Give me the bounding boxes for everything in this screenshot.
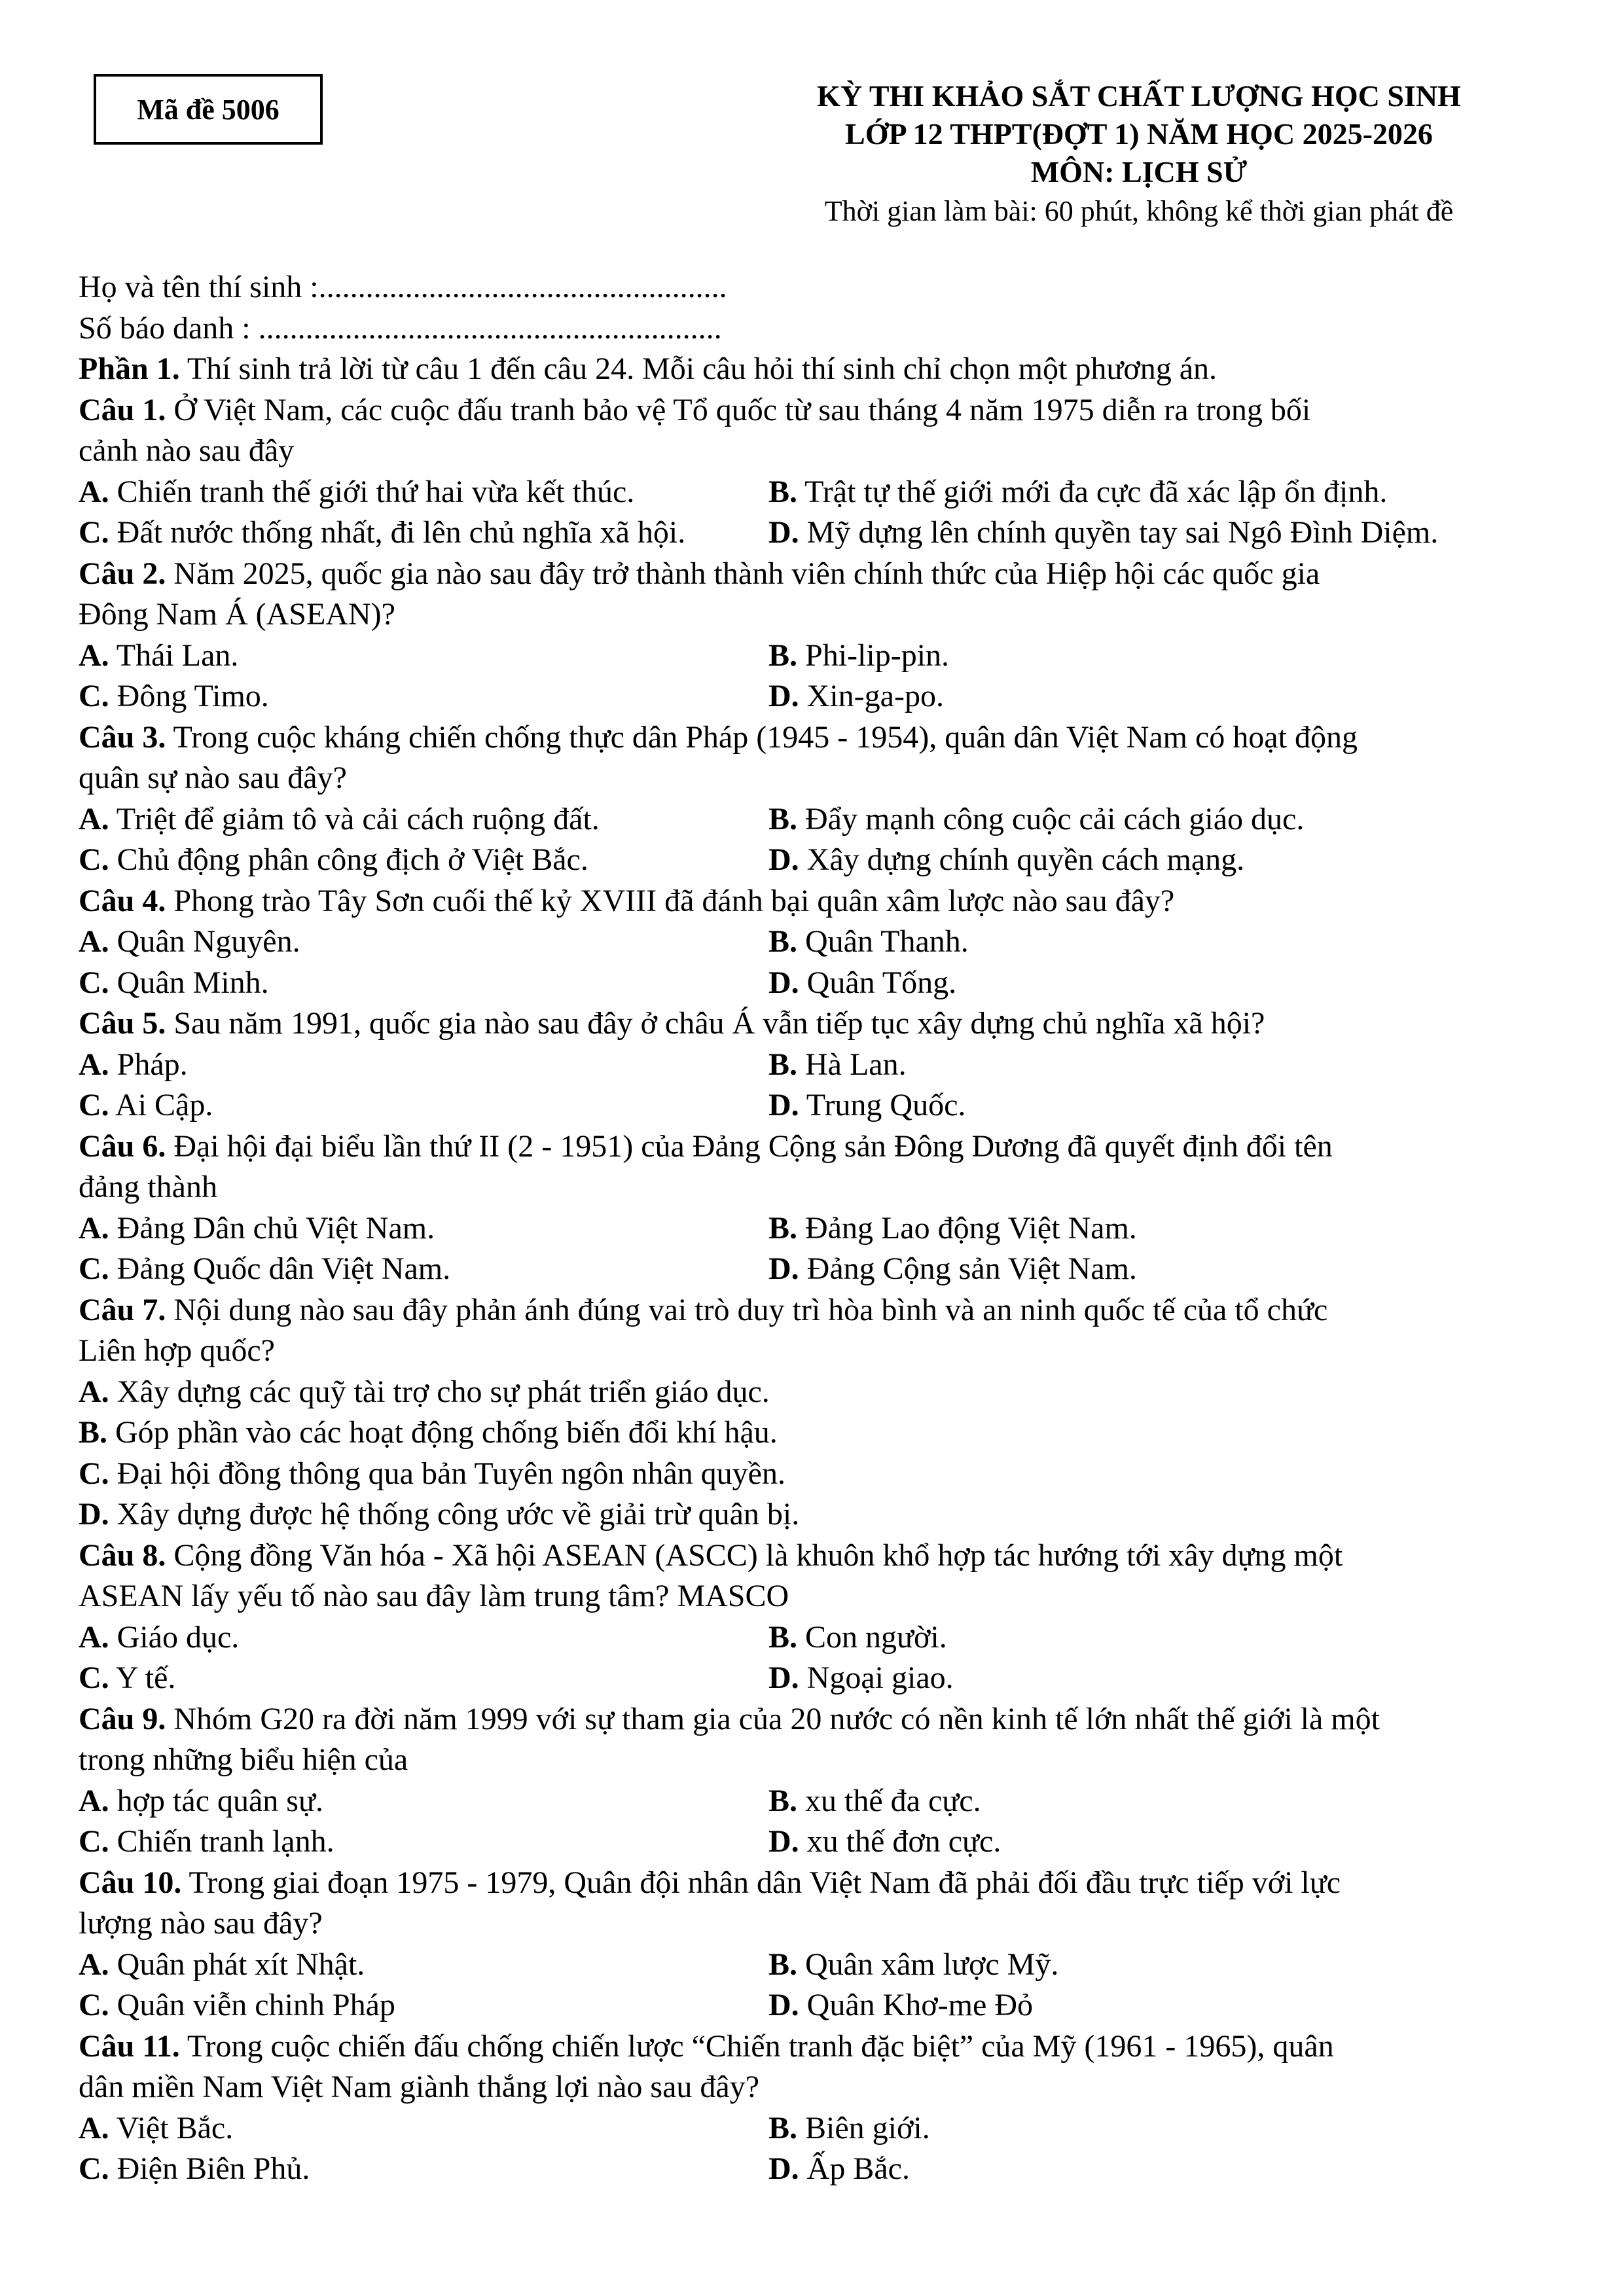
- option-col-left: [79, 799, 768, 840]
- option-d[interactable]: [768, 515, 1438, 550]
- option-b[interactable]: [768, 1947, 1058, 1982]
- option-text: Quân Minh.: [109, 965, 269, 1000]
- exam-title: KỲ THI KHẢO SẮT CHẤT LƯỢNG HỌC SINH: [817, 79, 1461, 113]
- option-text: Trung Quốc.: [799, 1088, 966, 1122]
- option-letter: D.: [768, 1988, 799, 2022]
- option-text: Pháp.: [109, 1047, 188, 1082]
- option-text: Giáo dục.: [109, 1619, 240, 1655]
- option-c[interactable]: [79, 1824, 334, 1859]
- option-letter: A.: [79, 1619, 109, 1655]
- option-a[interactable]: [79, 1374, 770, 1409]
- question-text: Nhóm G20 ra đời năm 1999 với sự tham gia của 20 nước có nền kinh tế lớn nhất thế giới là một: [166, 1701, 1380, 1736]
- option-c[interactable]: [79, 679, 269, 713]
- option-row: [79, 1945, 1558, 1986]
- question-list: [79, 390, 1558, 2190]
- option-d[interactable]: [768, 2151, 910, 2186]
- option-d[interactable]: [79, 1497, 799, 1532]
- option-text: Ấp Bắc.: [799, 2151, 910, 2186]
- option-b[interactable]: [768, 1047, 907, 1082]
- option-col-right: [768, 1985, 1558, 2026]
- option-letter: D.: [768, 965, 799, 1000]
- option-letter: D.: [768, 515, 799, 550]
- option-row: [79, 1412, 1558, 1454]
- option-text: Quân Khơ-me Đỏ: [799, 1988, 1033, 2022]
- option-text: Xây dựng được hệ thống công ước về giải trừ quân bị.: [109, 1497, 800, 1532]
- question-text: đảng thành: [79, 1170, 217, 1204]
- option-text: Hà Lan.: [797, 1047, 907, 1082]
- option-letter: C.: [79, 2151, 109, 2186]
- option-letter: A.: [79, 2110, 109, 2145]
- question-text: Cộng đồng Văn hóa - Xã hội ASEAN (ASCC) là khuôn khổ hợp tác hướng tới xây dựng một: [166, 1537, 1343, 1573]
- option-row: [79, 676, 1558, 717]
- question-4: [79, 881, 1558, 1004]
- option-row: [79, 472, 1558, 513]
- option-text: Quân Tống.: [799, 965, 957, 1000]
- option-letter: A.: [79, 1946, 109, 1982]
- option-text: Thái Lan.: [109, 637, 239, 673]
- option-letter: D.: [768, 842, 799, 877]
- question-stem-line: [79, 1331, 1558, 1372]
- question-stem-line: [79, 431, 1558, 472]
- option-text: Ai Cập.: [109, 1088, 213, 1122]
- option-col-right: [768, 1045, 1558, 1086]
- option-col-right: [768, 799, 1558, 840]
- option-a[interactable]: [79, 638, 238, 673]
- option-text: Quân Nguyên.: [109, 924, 300, 959]
- option-col-left: [79, 1045, 768, 1086]
- question-stem-line: [79, 1535, 1558, 1577]
- exam-grade-year: LỚP 12 THPT(ĐỢT 1) NĂM HỌC 2025-2026: [845, 117, 1433, 151]
- option-text: Xây dựng các quỹ tài trợ cho sự phát triển giáo dục.: [109, 1374, 770, 1409]
- option-col-left: [79, 1085, 768, 1126]
- option-text: xu thế đa cực.: [797, 1783, 981, 1818]
- option-col-right: [768, 1208, 1558, 1249]
- option-d[interactable]: [768, 1088, 965, 1122]
- option-row: [79, 2108, 1558, 2149]
- question-stem-line: [79, 1126, 1558, 1168]
- question-label: Câu 8.: [79, 1537, 166, 1573]
- option-col-left: [79, 1985, 768, 2026]
- option-col-left: [79, 922, 768, 963]
- option-a[interactable]: [79, 924, 300, 959]
- option-letter: B.: [768, 2110, 798, 2145]
- option-a[interactable]: [79, 802, 600, 836]
- option-a[interactable]: [79, 475, 634, 509]
- option-text: Đại hội đồng thông qua bản Tuyên ngôn nhân quyền.: [109, 1456, 785, 1491]
- question-label: Câu 11.: [79, 2028, 180, 2064]
- option-b[interactable]: [768, 1620, 947, 1655]
- option-letter: A.: [79, 924, 109, 959]
- exam-code-box: [94, 74, 323, 145]
- option-d[interactable]: [768, 1251, 1137, 1286]
- question-6: [79, 1126, 1558, 1290]
- question-5: [79, 1003, 1558, 1126]
- option-col-right: [768, 2108, 1558, 2149]
- option-text: Y tế.: [109, 1660, 176, 1695]
- option-text: Quân xâm lược Mỹ.: [797, 1946, 1059, 1982]
- option-letter: D.: [768, 1088, 799, 1122]
- option-text: Đảng Dân chủ Việt Nam.: [109, 1210, 435, 1246]
- part-instruction: [79, 349, 1558, 390]
- question-stem-line: [79, 1863, 1558, 1904]
- question-9: [79, 1699, 1558, 1863]
- option-d[interactable]: [768, 679, 944, 713]
- option-text: Chủ động phân công địch ở Việt Bắc.: [109, 842, 588, 877]
- option-text: Xin-ga-po.: [799, 679, 944, 713]
- question-stem-line: [79, 717, 1558, 759]
- question-text: quân sự nào sau đây?: [79, 761, 347, 795]
- option-letter: B.: [768, 1619, 798, 1655]
- option-text: Phi-lip-pin.: [797, 637, 950, 673]
- question-label: Câu 1.: [79, 392, 166, 427]
- option-letter: D.: [768, 1824, 799, 1859]
- option-d[interactable]: [768, 1824, 1001, 1859]
- option-c[interactable]: [79, 515, 685, 550]
- question-text: Phong trào Tây Sơn cuối thế kỷ XVIII đã đánh bại quân xâm lược nào sau đây?: [166, 883, 1175, 918]
- option-col-right: [768, 1821, 1558, 1863]
- option-c[interactable]: [79, 1988, 395, 2022]
- question-1: [79, 390, 1558, 554]
- option-col-right: [768, 676, 1558, 717]
- option-text: Đảng Lao động Việt Nam.: [797, 1210, 1137, 1246]
- option-text: Biên giới.: [797, 2110, 930, 2145]
- option-col-left: [79, 1945, 768, 1986]
- option-text: Góp phần vào các hoạt động chống biến đổi khí hậu.: [107, 1415, 778, 1450]
- option-letter: B.: [768, 1946, 798, 1982]
- option-d[interactable]: [768, 965, 956, 1000]
- option-letter: C.: [79, 1988, 109, 2022]
- option-col-right: [768, 1781, 1558, 1822]
- option-letter: A.: [79, 1047, 109, 1082]
- option-letter: D.: [768, 1660, 799, 1695]
- question-8: [79, 1535, 1558, 1699]
- exam-content: [79, 267, 1558, 2190]
- option-b[interactable]: [768, 638, 949, 673]
- option-d[interactable]: [768, 1988, 1033, 2022]
- question-label: Câu 7.: [79, 1292, 166, 1327]
- option-col-right: [768, 512, 1558, 554]
- question-stem-line: [79, 554, 1558, 595]
- question-text: Năm 2025, quốc gia nào sau đây trở thành thành viên chính thức của Hiệp hội các quốc gia: [166, 556, 1320, 591]
- option-text: Điện Biên Phủ.: [109, 2151, 310, 2186]
- student-id-line: Số báo danh : ...........................................................: [79, 310, 722, 346]
- question-label: Câu 5.: [79, 1006, 166, 1041]
- question-text: ASEAN lấy yếu tố nào sau đây làm trung tâm? MASCO: [79, 1579, 789, 1613]
- option-letter: C.: [79, 965, 109, 1000]
- exam-subject: MÔN: LỊCH SỬ: [1030, 155, 1248, 188]
- question-label: Câu 4.: [79, 883, 166, 918]
- part-text: Thí sinh trả lời từ câu 1 đến câu 24. Mỗi câu hỏi thí sinh chỉ chọn một phương án.: [179, 351, 1218, 386]
- option-col-right: [768, 636, 1558, 677]
- option-c[interactable]: [79, 1456, 785, 1491]
- option-letter: A.: [79, 637, 109, 673]
- option-text: Đẩy mạnh công cuộc cải cách giáo dục.: [797, 801, 1305, 836]
- question-stem-line: [79, 1903, 1558, 1945]
- option-text: Đảng Cộng sản Việt Nam.: [799, 1251, 1137, 1286]
- question-11: [79, 2026, 1558, 2190]
- question-stem-line: [79, 2026, 1558, 2068]
- option-text: Quân Thanh.: [797, 924, 969, 959]
- option-text: Đất nước thống nhất, đi lên chủ nghĩa xã hội.: [109, 515, 686, 550]
- question-stem-line: [79, 758, 1558, 799]
- option-letter: C.: [79, 1088, 109, 1122]
- question-label: Câu 3.: [79, 719, 166, 755]
- question-text: Liên hợp quốc?: [79, 1333, 275, 1368]
- option-row: [79, 2149, 1558, 2190]
- option-letter: D.: [768, 1251, 799, 1286]
- option-col-left: [79, 1821, 768, 1863]
- option-b[interactable]: [768, 802, 1304, 836]
- option-col-left: [79, 1617, 768, 1659]
- option-text: Quân phát xít Nhật.: [109, 1946, 365, 1982]
- option-text: Triệt để giảm tô và cải cách ruộng đất.: [109, 801, 600, 836]
- question-stem-line: [79, 881, 1558, 922]
- option-col-left: [79, 1781, 768, 1822]
- option-letter: B.: [768, 1047, 798, 1082]
- option-letter: C.: [79, 515, 109, 550]
- option-text: Ngoại giao.: [799, 1660, 954, 1695]
- option-text: Chiến tranh lạnh.: [109, 1824, 334, 1859]
- question-stem-line: [79, 594, 1558, 636]
- option-col-left: [79, 1658, 768, 1699]
- option-text: Trật tự thế giới mới đa cực đã xác lập ổn định.: [797, 474, 1388, 509]
- option-letter: C.: [79, 1660, 109, 1695]
- option-col-right: [768, 1249, 1558, 1290]
- exam-header: [661, 77, 1617, 232]
- option-a[interactable]: [79, 1620, 239, 1655]
- question-text: dân miền Nam Việt Nam giành thắng lợi nào sau đây?: [79, 2070, 760, 2104]
- option-row: [79, 1821, 1558, 1863]
- option-col-left: [79, 676, 768, 717]
- question-stem-line: [79, 1699, 1558, 1740]
- option-col-right: [768, 1658, 1558, 1699]
- option-row: [79, 1658, 1558, 1699]
- question-label: Câu 10.: [79, 1865, 182, 1900]
- option-letter: C.: [79, 1456, 109, 1491]
- option-letter: D.: [768, 2151, 799, 2186]
- option-row: [79, 1085, 1558, 1126]
- option-row: [79, 1617, 1558, 1659]
- question-text: cảnh nào sau đây: [79, 433, 295, 468]
- question-label: Câu 2.: [79, 556, 166, 591]
- option-col-right: [768, 1945, 1558, 1986]
- option-col-left: [79, 636, 768, 677]
- option-letter: B.: [768, 474, 798, 509]
- option-b[interactable]: [768, 475, 1387, 509]
- option-c[interactable]: [79, 1251, 450, 1286]
- option-c[interactable]: [79, 2151, 310, 2186]
- option-a[interactable]: [79, 1784, 323, 1818]
- option-text: Con người.: [797, 1619, 947, 1655]
- question-stem-line: [79, 1003, 1558, 1045]
- option-letter: D.: [768, 679, 799, 713]
- option-text: xu thế đơn cực.: [799, 1824, 1001, 1859]
- question-text: lượng nào sau đây?: [79, 1906, 323, 1941]
- option-col-right: [768, 472, 1558, 513]
- option-letter: A.: [79, 1210, 109, 1246]
- option-row: [79, 922, 1558, 963]
- question-text: Trong cuộc chiến đấu chống chiến lược “Chiến tranh đặc biệt” của Mỹ (1961 - 1965), quân: [179, 2028, 1334, 2064]
- question-text: Trong giai đoạn 1975 - 1979, Quân đội nhân dân Việt Nam đã phải đối đầu trực tiếp với lực: [181, 1865, 1341, 1900]
- option-col-left: [79, 2149, 768, 2190]
- option-row: [79, 1372, 1558, 1413]
- question-text: trong những biểu hiện của: [79, 1742, 408, 1777]
- option-row: [79, 1208, 1558, 1249]
- option-col-right: [768, 922, 1558, 963]
- option-a[interactable]: [79, 1047, 188, 1082]
- question-stem-line: [79, 390, 1558, 431]
- option-letter: B.: [79, 1415, 108, 1450]
- option-letter: B.: [768, 801, 798, 836]
- option-col-right: [768, 2149, 1558, 2190]
- question-label: Câu 9.: [79, 1701, 166, 1736]
- option-a[interactable]: [79, 1947, 365, 1982]
- option-row: [79, 512, 1558, 554]
- option-letter: B.: [768, 1783, 798, 1818]
- option-letter: A.: [79, 801, 109, 836]
- student-name-line: Họ và tên thí sinh :....................................................: [79, 270, 727, 304]
- option-col-right: [768, 963, 1558, 1004]
- option-b[interactable]: [768, 2111, 930, 2145]
- option-letter: C.: [79, 842, 109, 877]
- option-col-left: [79, 963, 768, 1004]
- option-col-left: [79, 512, 768, 554]
- part-label: Phần 1.: [79, 351, 180, 386]
- option-row: [79, 799, 1558, 840]
- option-letter: A.: [79, 1374, 109, 1409]
- option-letter: A.: [79, 474, 109, 509]
- option-b[interactable]: [768, 1784, 981, 1818]
- option-a[interactable]: [79, 2111, 233, 2145]
- question-stem-line: [79, 1740, 1558, 1781]
- question-stem-line: [79, 2067, 1558, 2108]
- option-text: Đông Timo.: [109, 679, 269, 713]
- option-col-left: [79, 1208, 768, 1249]
- option-letter: B.: [768, 637, 798, 673]
- option-col-right: [768, 1085, 1558, 1126]
- option-d[interactable]: [768, 842, 1244, 877]
- question-text: Nội dung nào sau đây phản ánh đúng vai trò duy trì hòa bình và an ninh quốc tế của tổ chức: [166, 1292, 1328, 1327]
- option-letter: C.: [79, 679, 109, 713]
- option-row: [79, 1454, 1558, 1495]
- option-b[interactable]: [768, 924, 969, 959]
- option-text: Quân viễn chinh Pháp: [109, 1988, 395, 2022]
- option-col-left: [79, 840, 768, 881]
- option-c[interactable]: [79, 1088, 213, 1122]
- option-a[interactable]: [79, 1211, 435, 1246]
- option-row: [79, 1249, 1558, 1290]
- option-letter: D.: [79, 1497, 109, 1532]
- option-col-left: [79, 472, 768, 513]
- option-text: Mỹ dựng lên chính quyền tay sai Ngô Đình Diệm.: [799, 515, 1439, 550]
- option-letter: C.: [79, 1824, 109, 1859]
- question-stem-line: [79, 1167, 1558, 1208]
- option-c[interactable]: [79, 842, 588, 877]
- option-col-left: [79, 2108, 768, 2149]
- option-d[interactable]: [768, 1660, 954, 1695]
- option-col-left: [79, 1249, 768, 1290]
- option-row: [79, 1045, 1558, 1086]
- option-letter: A.: [79, 1783, 109, 1818]
- option-row: [79, 636, 1558, 677]
- option-row: [79, 1494, 1558, 1535]
- option-text: Xây dựng chính quyền cách mạng.: [799, 842, 1245, 877]
- question-text: Đại hội đại biểu lần thứ II (2 - 1951) của Đảng Cộng sản Đông Dương đã quyết định đổi tên: [166, 1128, 1333, 1164]
- option-text: Chiến tranh thế giới thứ hai vừa kết thúc.: [109, 474, 635, 509]
- option-row: [79, 963, 1558, 1004]
- option-row: [79, 1781, 1558, 1822]
- option-letter: C.: [79, 1251, 109, 1286]
- option-text: hợp tác quân sự.: [109, 1783, 323, 1818]
- question-10: [79, 1863, 1558, 2026]
- question-text: Sau năm 1991, quốc gia nào sau đây ở châu Á vẫn tiếp tục xây dựng chủ nghĩa xã hội?: [166, 1006, 1265, 1041]
- question-stem-line: [79, 1576, 1558, 1617]
- question-7: [79, 1290, 1558, 1535]
- exam-time: Thời gian làm bài: 60 phút, không kể thời gian phát đề: [824, 195, 1454, 227]
- question-text: Ở Việt Nam, các cuộc đấu tranh bảo vệ Tổ quốc từ sau tháng 4 năm 1975 diễn ra trong bối: [166, 392, 1311, 427]
- option-col-right: [768, 840, 1558, 881]
- question-3: [79, 717, 1558, 881]
- question-stem-line: [79, 1290, 1558, 1331]
- option-text: Đảng Quốc dân Việt Nam.: [109, 1251, 451, 1286]
- option-row: [79, 1985, 1558, 2026]
- option-b[interactable]: [768, 1211, 1137, 1246]
- option-c[interactable]: [79, 965, 269, 1000]
- question-text: Trong cuộc kháng chiến chống thực dân Pháp (1945 - 1954), quân dân Việt Nam có hoạt động: [166, 719, 1358, 755]
- option-letter: B.: [768, 924, 798, 959]
- option-row: [79, 840, 1558, 881]
- option-text: Việt Bắc.: [109, 2110, 234, 2145]
- question-label: Câu 6.: [79, 1128, 166, 1164]
- question-2: [79, 554, 1558, 717]
- option-letter: B.: [768, 1210, 798, 1246]
- option-col-right: [768, 1617, 1558, 1659]
- question-text: Đông Nam Á (ASEAN)?: [79, 597, 395, 632]
- option-c[interactable]: [79, 1660, 175, 1695]
- option-b[interactable]: [79, 1415, 778, 1450]
- exam-code: Mã đề 5006: [137, 93, 280, 126]
